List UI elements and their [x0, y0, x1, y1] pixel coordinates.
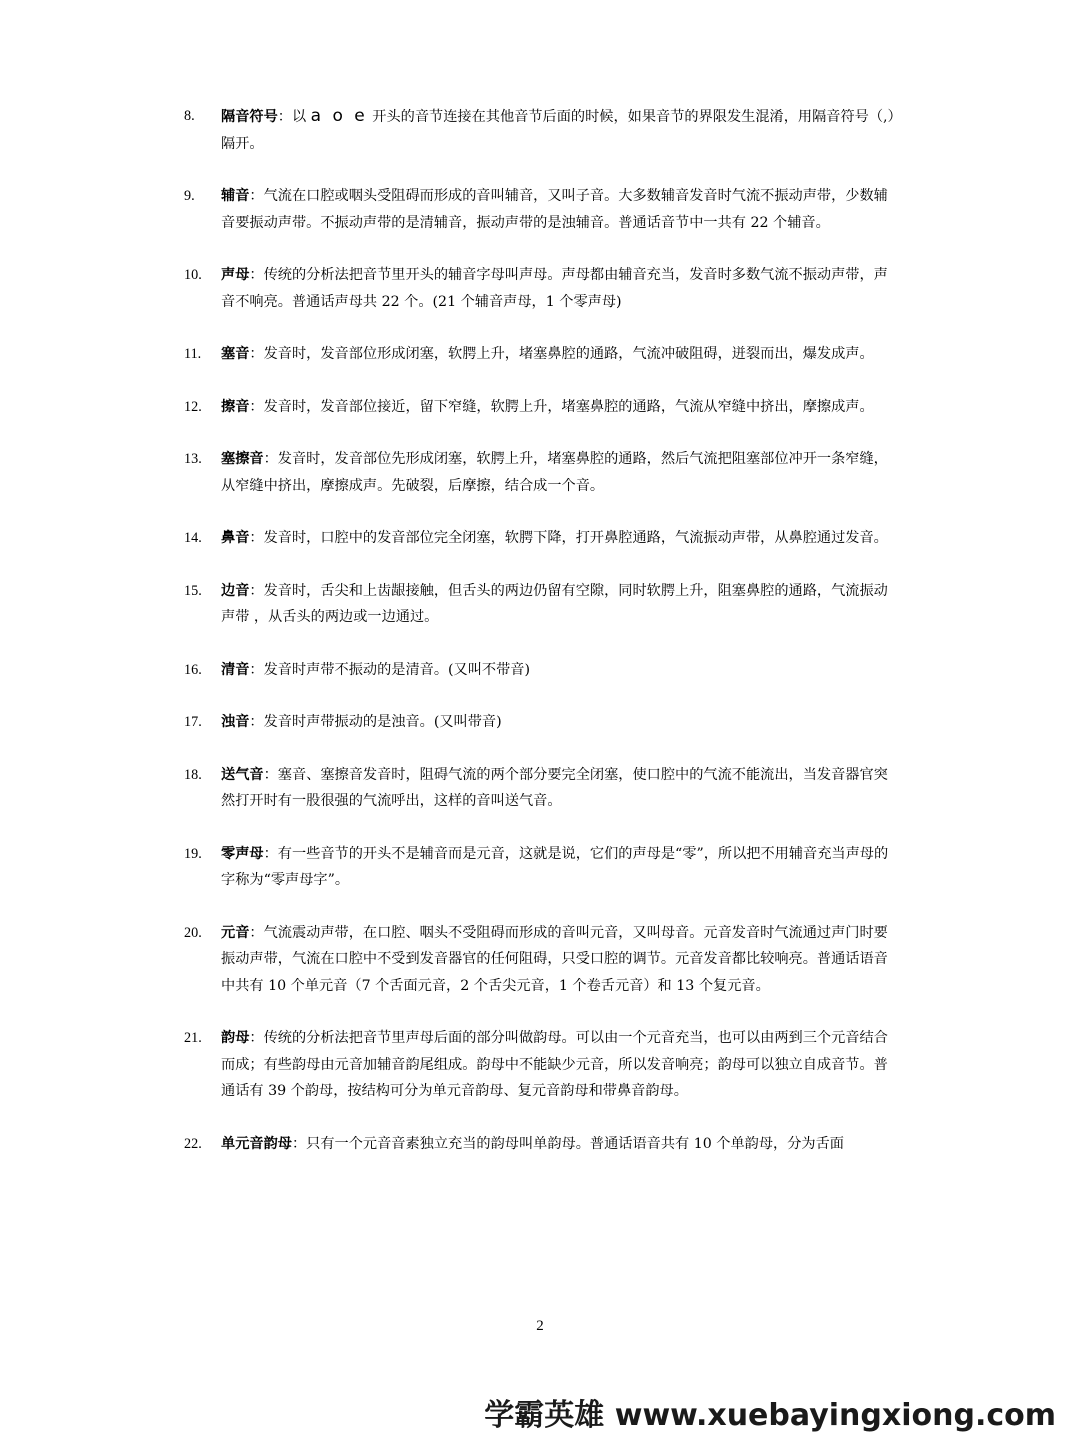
page-number: 2 — [536, 1318, 544, 1334]
item-number: 8. — [184, 108, 195, 124]
item-term: 浊音 — [221, 714, 250, 730]
list-item — [0, 578, 897, 631]
item-text: ：只有一个元音音素独立充当的韵母叫单韵母。普通话语音共有 10 个单韵母，分为舌面 — [291, 1135, 844, 1152]
item-number: 10. — [184, 267, 202, 283]
item-term: 塞擦音 — [221, 451, 264, 467]
item-number: 14. — [184, 530, 202, 546]
item-term: 辅音 — [221, 188, 250, 204]
item-text: ：发音时，口腔中的发音部位完全闭塞，软腭下降，打开鼻腔通路，气流振动声带，从鼻腔通过发音。 — [249, 530, 888, 546]
item-term: 塞音 — [221, 346, 250, 362]
item-text: ：发音时，发音部位接近，留下窄缝，软腭上升，堵塞鼻腔的通路，气流从窄缝中挤出，摩擦成声。 — [249, 398, 874, 415]
item-term: 送气音 — [221, 766, 264, 783]
item-text: ：传统的分析法把音节里声母后面的部分叫做韵母。可以由一个元音充当，也可以由两到三个元音结合而成；有些韵母由元音加辅音韵尾组成。韵母中不能缺少元音，所以发音响亮；韵母可以独立自成音节。普通话有 39 个韵母，按结构可分为单元音韵母、复元音韵母和带鼻音韵母。 — [221, 1030, 888, 1099]
item-term: 隔音符号 — [221, 109, 278, 125]
list-item — [0, 341, 897, 368]
item-number: 15. — [184, 582, 202, 599]
item-term: 边音 — [221, 582, 250, 599]
item-text-after: 开头的音节连接在其他音节后面的时候，如果音节的界限发生混淆，用隔音符号（,）隔开。 — [221, 109, 895, 152]
item-number: 22. — [184, 1135, 202, 1152]
item-text: ：气流震动声带，在口腔、咽头不受阻碍而形成的音叫元音，又叫母音。元音发音时气流通过声门时要振动声带，气流在口腔中不受到发音器官的任何阻碍，只受口腔的调节。元音发音都比较响亮。普通话语音中共有 10 个单元音（7 个舌面元音，2 个舌尖元音，1 个卷舌元音）和 13 个复元音。 — [221, 924, 888, 994]
item-term: 擦音 — [221, 398, 250, 415]
list-item — [0, 103, 897, 157]
item-term: 韵母 — [221, 1030, 250, 1046]
item-text: ：发音时声带振动的是浊音。(又叫带音) — [249, 714, 502, 730]
list-item — [0, 183, 897, 236]
list-item — [0, 262, 897, 315]
list-item — [0, 762, 897, 815]
item-pinyin: a o e — [310, 106, 368, 126]
item-term: 单元音韵母 — [221, 1135, 292, 1152]
item-text: ：塞音、塞擦音发音时，阻碍气流的两个部分要完全闭塞，使口腔中的气流不能流出，当发音器官突然打开时有一股很强的气流呼出，这样的音叫送气音。 — [221, 766, 888, 809]
list-item — [0, 841, 897, 894]
item-term: 元音 — [221, 924, 250, 941]
item-number: 12. — [184, 398, 202, 415]
item-term: 声母 — [221, 267, 250, 283]
item-text: ：发音时声带不振动的是清音。(又叫不带音) — [249, 661, 531, 678]
item-number: 19. — [184, 845, 202, 862]
definition-list — [0, 103, 1080, 1183]
item-number: 17. — [184, 714, 202, 730]
item-term: 零声母 — [221, 845, 264, 862]
item-text: ：有一些音节的开头不是辅音而是元音，这就是说，它们的声母是“零”，所以把不用辅音充当声母的字称为“零声母字”。 — [221, 845, 889, 888]
item-term: 清音 — [221, 661, 250, 678]
watermark-text: 学霸英雄 www.xuebayingxiong.com — [484, 1398, 1056, 1433]
item-text-before: ：以 — [277, 109, 311, 125]
item-text: ：发音时，发音部位形成闭塞，软腭上升，堵塞鼻腔的通路，气流冲破阻碍，迸裂而出，爆发成声。 — [249, 346, 874, 362]
item-number: 20. — [184, 924, 202, 941]
list-item — [0, 657, 897, 684]
list-item — [0, 1131, 897, 1158]
item-number: 18. — [184, 766, 202, 783]
list-item — [0, 394, 897, 421]
list-item — [0, 1025, 897, 1105]
item-number: 21. — [184, 1030, 202, 1046]
item-text: ：气流在口腔或咽头受阻碍而形成的音叫辅音，又叫子音。大多数辅音发音时气流不振动声带，少数辅音要振动声带。不振动声带的是清辅音，振动声带的是浊辅音。普通话音节中一共有 22 个辅音。 — [221, 188, 888, 231]
item-number: 9. — [184, 188, 195, 204]
item-text: ：传统的分析法把音节里开头的辅音字母叫声母。声母都由辅音充当，发音时多数气流不振动声带，声音不响亮。普通话声母共 22 个。(21 个辅音声母，1 个零声母) — [221, 267, 888, 310]
list-item — [0, 920, 897, 1000]
item-number: 13. — [184, 451, 202, 467]
list-item — [0, 709, 897, 736]
list-item — [0, 525, 897, 552]
item-number: 16. — [184, 661, 202, 678]
item-number: 11. — [184, 346, 202, 362]
item-term: 鼻音 — [221, 530, 250, 546]
list-item — [0, 446, 897, 499]
item-text: ：发音时，发音部位先形成闭塞，软腭上升，堵塞鼻腔的通路，然后气流把阻塞部位冲开一条窄缝，从窄缝中挤出，摩擦成声。先破裂，后摩擦，结合成一个音。 — [221, 451, 888, 494]
item-text: ：发音时，舌尖和上齿龈接触，但舌头的两边仍留有空隙，同时软腭上升，阻塞鼻腔的通路，气流振动声带 ，从舌头的两边或一边通过。 — [221, 582, 888, 625]
